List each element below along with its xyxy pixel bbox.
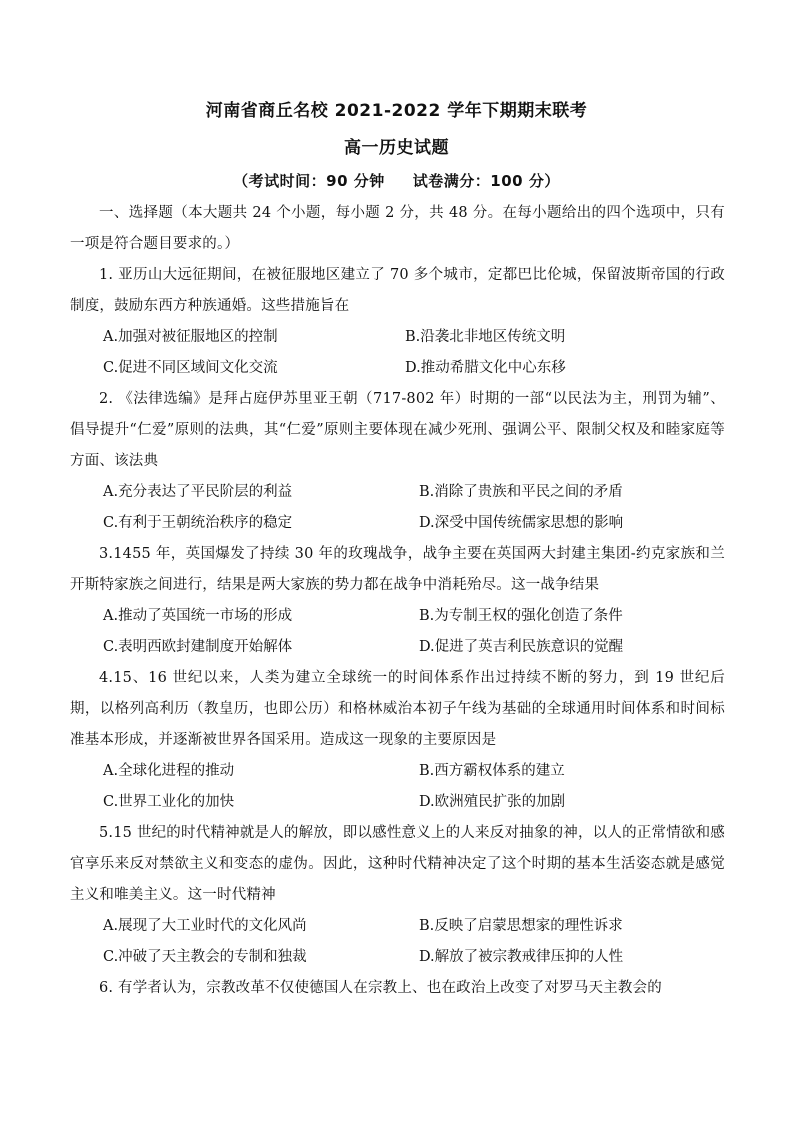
section-instruction: 一、选择题（本大题共 24 个小题，每小题 2 分，共 48 分。在每小题给出的四个选项中，只有一项是符合题目要求的。） (70, 205, 725, 252)
question-2-option-d: D.深受中国传统儒家思想的影响 (418, 515, 624, 531)
question-2-option-b: B.消除了贵族和平民之间的矛盾 (418, 484, 623, 500)
exam-info (0, 170, 793, 191)
question-5-option-d: D.解放了被宗教戒律压抑的人性 (418, 949, 624, 965)
question-5-options (103, 911, 663, 973)
question-2-option-c: C.有利于王朝统治秩序的稳定 (103, 515, 293, 531)
question-3-option-d: D.促进了英吉利民族意识的觉醒 (418, 639, 624, 655)
question-4-option-d: D.欧洲殖民扩张的加剧 (418, 794, 566, 810)
question-2-option-a: A.充分表达了平民阶层的利益 (103, 484, 293, 500)
question-4-options (103, 756, 663, 818)
exam-title: 河南省商丘名校 2021-2022 学年下期期末联考 (205, 101, 588, 121)
question-3-stem: 3.1455 年，英国爆发了持续 30 年的玫瑰战争，战争主要在英国两大封建主集团-约克家族和兰开斯特家族之间进行，结果是两大家族的势力都在战争中消耗殆尽。这一战争结果 (70, 546, 725, 593)
question-4-option-b: B.西方霸权体系的建立 (418, 763, 565, 779)
full-score: 试卷满分：100 分） (412, 172, 560, 190)
question-4-stem: 4.15、16 世纪以来，人类为建立全球统一的时间体系作出过持续不断的努力，到 19 世纪后期，以格列高利历（教皇历，也即公历）和格林威治本初子午线为基础的全球通用时间体系和时间标准基本形成，并逐渐被世界各国采用。造成这一现象的主要原因是 (70, 670, 725, 748)
question-4-option-a: A.全球化进程的推动 (103, 763, 235, 779)
question-1-option-c: C.促进不同区域间文化交流 (103, 360, 278, 376)
question-4-option-c: C.世界工业化的加快 (103, 794, 235, 810)
question-2-stem: 2. 《法律选编》是拜占庭伊苏里亚王朝（717-802 年）时期的一部“以民法为主，刑罚为辅”、倡导提升“仁爱”原则的法典，其“仁爱”原则主要体现在减少死刑、强调公平、限制父权及和睦家庭等方面、该法典 (70, 391, 725, 469)
question-2-options (103, 477, 663, 539)
exam-subtitle: 高一历史试题 (344, 138, 449, 158)
question-5-option-b: B.反映了启蒙思想家的理性诉求 (418, 918, 623, 934)
question-1-options (103, 322, 663, 384)
question-3-option-c: C.表明西欧封建制度开始解体 (103, 639, 293, 655)
question-1-option-a: A.加强对被征服地区的控制 (103, 329, 278, 345)
question-3-options (103, 601, 663, 663)
question-5-option-a: A.展现了大工业时代的文化风尚 (103, 918, 307, 934)
question-3-option-b: B.为专制王权的强化创造了条件 (418, 608, 623, 624)
exam-time: （考试时间：90 分钟 (233, 172, 385, 190)
question-5-stem: 5.15 世纪的时代精神就是人的解放，即以感性意义上的人来反对抽象的神，以人的正常情欲和感官享乐来反对禁欲主义和变态的虚伪。因此，这种时代精神决定了这个时期的基本生活姿态就是感觉主义和唯美主义。这一时代精神 (70, 825, 725, 903)
question-6-stem: 6. 有学者认为，宗教改革不仅使德国人在宗教上、也在政治上改变了对罗马天主教会的 (99, 980, 662, 996)
question-5-option-c: C.冲破了天主教会的专制和独裁 (103, 949, 307, 965)
question-3-option-a: A.推动了英国统一市场的形成 (103, 608, 293, 624)
question-1-option-b: B.沿袭北非地区传统文明 (405, 329, 566, 345)
question-1-option-d: D.推动希腊文化中心东移 (405, 360, 566, 376)
question-1-stem: 1. 亚历山大远征期间，在被征服地区建立了 70 多个城市，定都巴比伦城，保留波斯帝国的行政制度，鼓励东西方种族通婚。这些措施旨在 (70, 267, 725, 314)
